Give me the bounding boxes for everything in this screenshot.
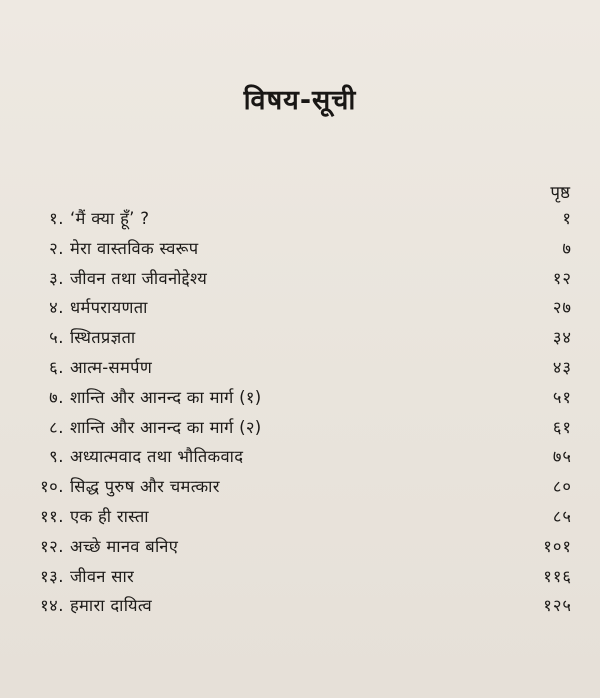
entry-page: ११६ [543, 566, 572, 586]
entry-number: १३. [40, 566, 64, 586]
entry-title: शान्ति और आनन्द का मार्ग (२) [70, 417, 262, 437]
entry-number: ३. [49, 268, 64, 288]
entry-title: धर्मपरायणता [70, 298, 148, 318]
entry-page: ८० [552, 477, 572, 497]
entry-page: ७५ [552, 447, 572, 467]
toc-entry [20, 383, 572, 413]
entry-number: ६. [49, 357, 64, 377]
entry-title: आत्म-समर्पण [70, 357, 153, 377]
entry-title: हमारा दायित्व [70, 596, 152, 616]
toc-entry [20, 323, 572, 353]
toc-entry [20, 264, 572, 294]
toc-entry [20, 293, 572, 323]
entry-number: १०. [40, 477, 64, 497]
toc-entry [20, 234, 572, 264]
entry-page: ७ [562, 238, 572, 258]
entry-title: जीवन सार [70, 566, 135, 586]
toc-entry [20, 532, 572, 562]
entry-number: २. [49, 238, 64, 258]
toc-entry [20, 353, 572, 383]
entry-page: १२५ [543, 596, 572, 616]
entry-title: जीवन तथा जीवनोद्देश्य [70, 268, 208, 288]
entry-page: ६१ [552, 417, 572, 437]
entry-number: ७. [49, 387, 64, 407]
entry-title: अच्छे मानव बनिए [70, 536, 179, 556]
entry-page: ३४ [552, 328, 572, 348]
entry-title: स्थितप्रज्ञता [70, 328, 136, 348]
toc-entry [20, 502, 572, 532]
entry-title: सिद्ध पुरुष और चमत्कार [70, 477, 220, 497]
entry-page: १२ [552, 268, 572, 288]
table-of-contents [20, 204, 572, 621]
entry-page: १ [562, 209, 572, 228]
entry-title: अध्यात्मवाद तथा भौतिकवाद [70, 447, 244, 467]
toc-entry [20, 442, 572, 472]
entry-page: २७ [552, 298, 572, 318]
toc-entry [20, 562, 572, 592]
toc-entry [20, 472, 572, 502]
entry-number: ५. [49, 328, 64, 348]
entry-title: शान्ति और आनन्द का मार्ग (१) [70, 387, 262, 407]
entry-title: ‘मैं क्या हूँ’ ? [70, 209, 150, 228]
entry-number: १. [49, 209, 64, 228]
entry-number: ४. [49, 298, 64, 318]
entry-title: मेरा वास्तविक स्वरूप [70, 238, 199, 258]
entry-number: १२. [40, 536, 64, 556]
toc-entry [20, 204, 572, 234]
entry-number: १४. [40, 596, 64, 616]
entry-page: ४३ [552, 357, 572, 377]
toc-entry [20, 413, 572, 443]
entry-number: ८. [49, 417, 64, 437]
entry-page: ८५ [552, 506, 572, 526]
page-column-header: पृष्ठ [550, 183, 570, 203]
entry-number: ११. [40, 506, 64, 526]
toc-entry [20, 591, 572, 621]
entry-title: एक ही रास्ता [70, 506, 149, 526]
entry-number: ९. [49, 447, 64, 467]
page-title: विषय-सूची [243, 85, 357, 117]
entry-page: १०१ [543, 536, 572, 556]
entry-page: ५१ [552, 387, 572, 407]
